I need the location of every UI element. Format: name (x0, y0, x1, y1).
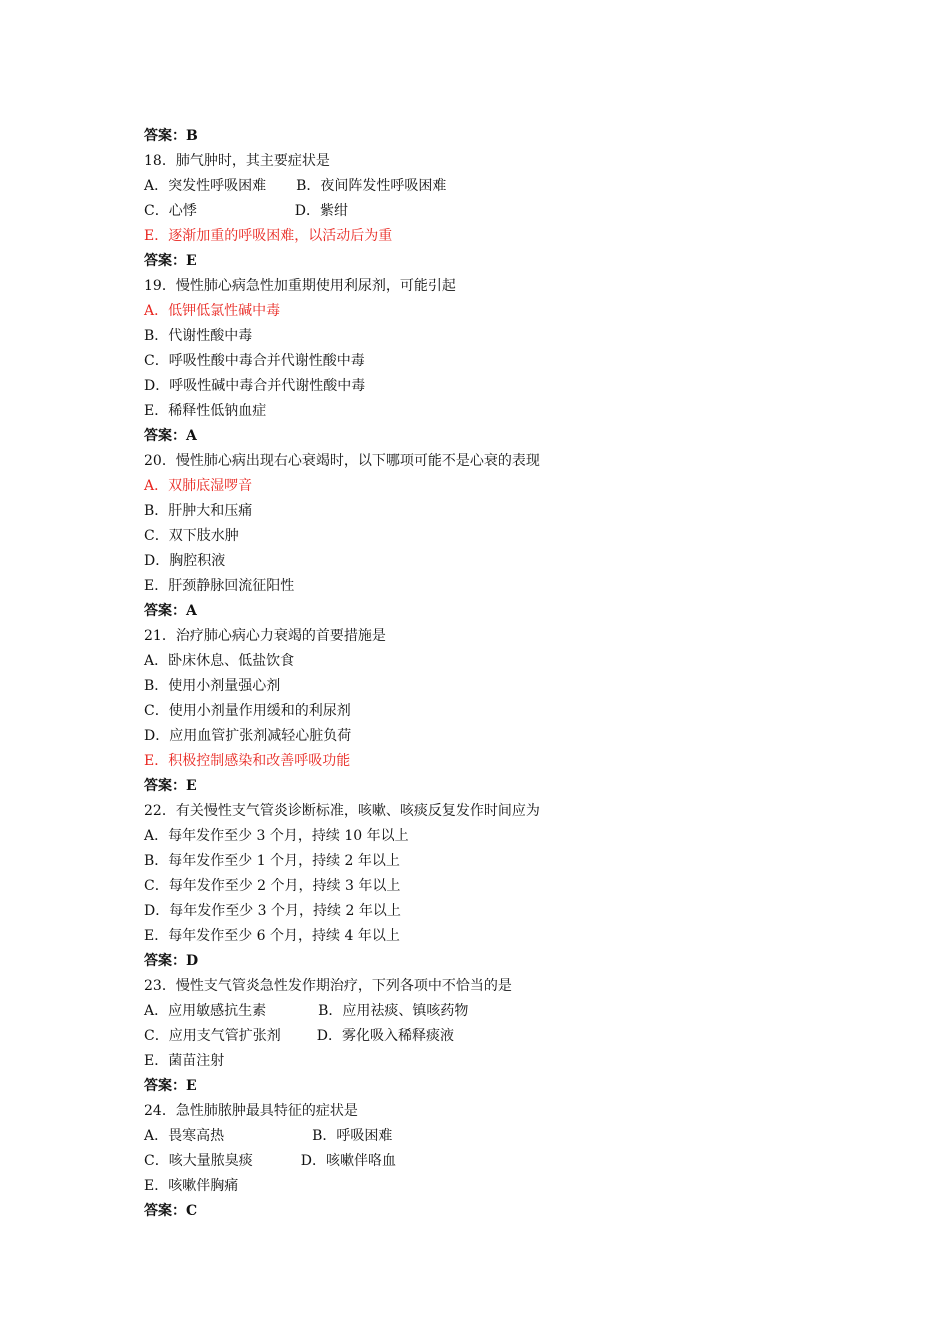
option: B．代谢性酸中毒 (144, 328, 253, 344)
option: D．呼吸性碱中毒合并代谢性酸中毒 (144, 378, 366, 394)
question-stem: 23．慢性支气管炎急性发作期治疗，下列各项中不恰当的是 (144, 978, 512, 994)
option: C．双下肢水肿 (144, 528, 239, 544)
correct-option: E．积极控制感染和改善呼吸功能 (144, 753, 351, 769)
correct-option: E．逐渐加重的呼吸困难，以活动后为重 (144, 228, 393, 244)
question-stem: 24．急性肺脓肿最具特征的症状是 (144, 1103, 358, 1119)
answer-line: 答案：E (144, 1078, 197, 1094)
option: D．紫绀 (294, 203, 348, 219)
option: D．应用血管扩张剂减轻心脏负荷 (144, 728, 352, 744)
option-pair (144, 1024, 844, 1049)
option-pair (144, 199, 844, 224)
option: D．咳嗽伴咯血 (300, 1153, 396, 1169)
answer-line: 答案：A (144, 603, 197, 619)
option: C．每年发作至少 2 个月，持续 3 年以上 (144, 878, 401, 894)
option: C．心悸 (144, 203, 197, 219)
option: A．突发性呼吸困难 (144, 178, 267, 194)
option: D．雾化吸入稀释痰液 (316, 1028, 454, 1044)
option: B．肝肿大和压痛 (144, 503, 253, 519)
option: E．稀释性低钠血症 (144, 403, 267, 419)
option: B．使用小剂量强心剂 (144, 678, 281, 694)
option: A．每年发作至少 3 个月，持续 10 年以上 (144, 828, 409, 844)
question-stem: 19．慢性肺心病急性加重期使用利尿剂，可能引起 (144, 278, 456, 294)
question-list (144, 124, 844, 1224)
answer-line: 答案：A (144, 428, 197, 444)
option: B．夜间阵发性呼吸困难 (296, 178, 447, 194)
option: A．应用敏感抗生素 (144, 1003, 267, 1019)
option: B．应用祛痰、镇咳药物 (318, 1003, 469, 1019)
option: D．胸腔积液 (144, 553, 226, 569)
option: D．每年发作至少 3 个月，持续 2 年以上 (144, 903, 401, 919)
option: E．咳嗽伴胸痛 (144, 1178, 239, 1194)
option: E．肝颈静脉回流征阳性 (144, 578, 295, 594)
option-pair (144, 174, 844, 199)
question-stem: 21．治疗肺心病心力衰竭的首要措施是 (144, 628, 386, 644)
correct-option: A．低钾低氯性碱中毒 (144, 303, 281, 319)
answer-line: 答案：B (144, 128, 198, 144)
question-stem: 20．慢性肺心病出现右心衰竭时，以下哪项可能不是心衰的表现 (144, 453, 540, 469)
option: B．每年发作至少 1 个月，持续 2 年以上 (144, 853, 400, 869)
option: B．呼吸困难 (312, 1128, 393, 1144)
answer-line: 答案：C (144, 1203, 198, 1219)
option: C．使用小剂量作用缓和的利尿剂 (144, 703, 351, 719)
option: A．卧床休息、低盐饮食 (144, 653, 295, 669)
answer-line: 答案：D (144, 953, 199, 969)
option: C．呼吸性酸中毒合并代谢性酸中毒 (144, 353, 365, 369)
option: C．应用支气管扩张剂 (144, 1028, 281, 1044)
question-stem: 18．肺气肿时，其主要症状是 (144, 153, 330, 169)
correct-option: A．双肺底湿啰音 (144, 478, 253, 494)
option-pair (144, 1124, 844, 1149)
answer-line: 答案：E (144, 778, 197, 794)
answer-line: 答案：E (144, 253, 197, 269)
option: E．每年发作至少 6 个月，持续 4 年以上 (144, 928, 400, 944)
option: C．咳大量脓臭痰 (144, 1153, 253, 1169)
option-pair (144, 1149, 844, 1174)
option: E．菌苗注射 (144, 1053, 225, 1069)
question-stem: 22．有关慢性支气管炎诊断标准，咳嗽、咳痰反复发作时间应为 (144, 803, 540, 819)
option: A．畏寒高热 (144, 1128, 225, 1144)
option-pair (144, 999, 844, 1024)
